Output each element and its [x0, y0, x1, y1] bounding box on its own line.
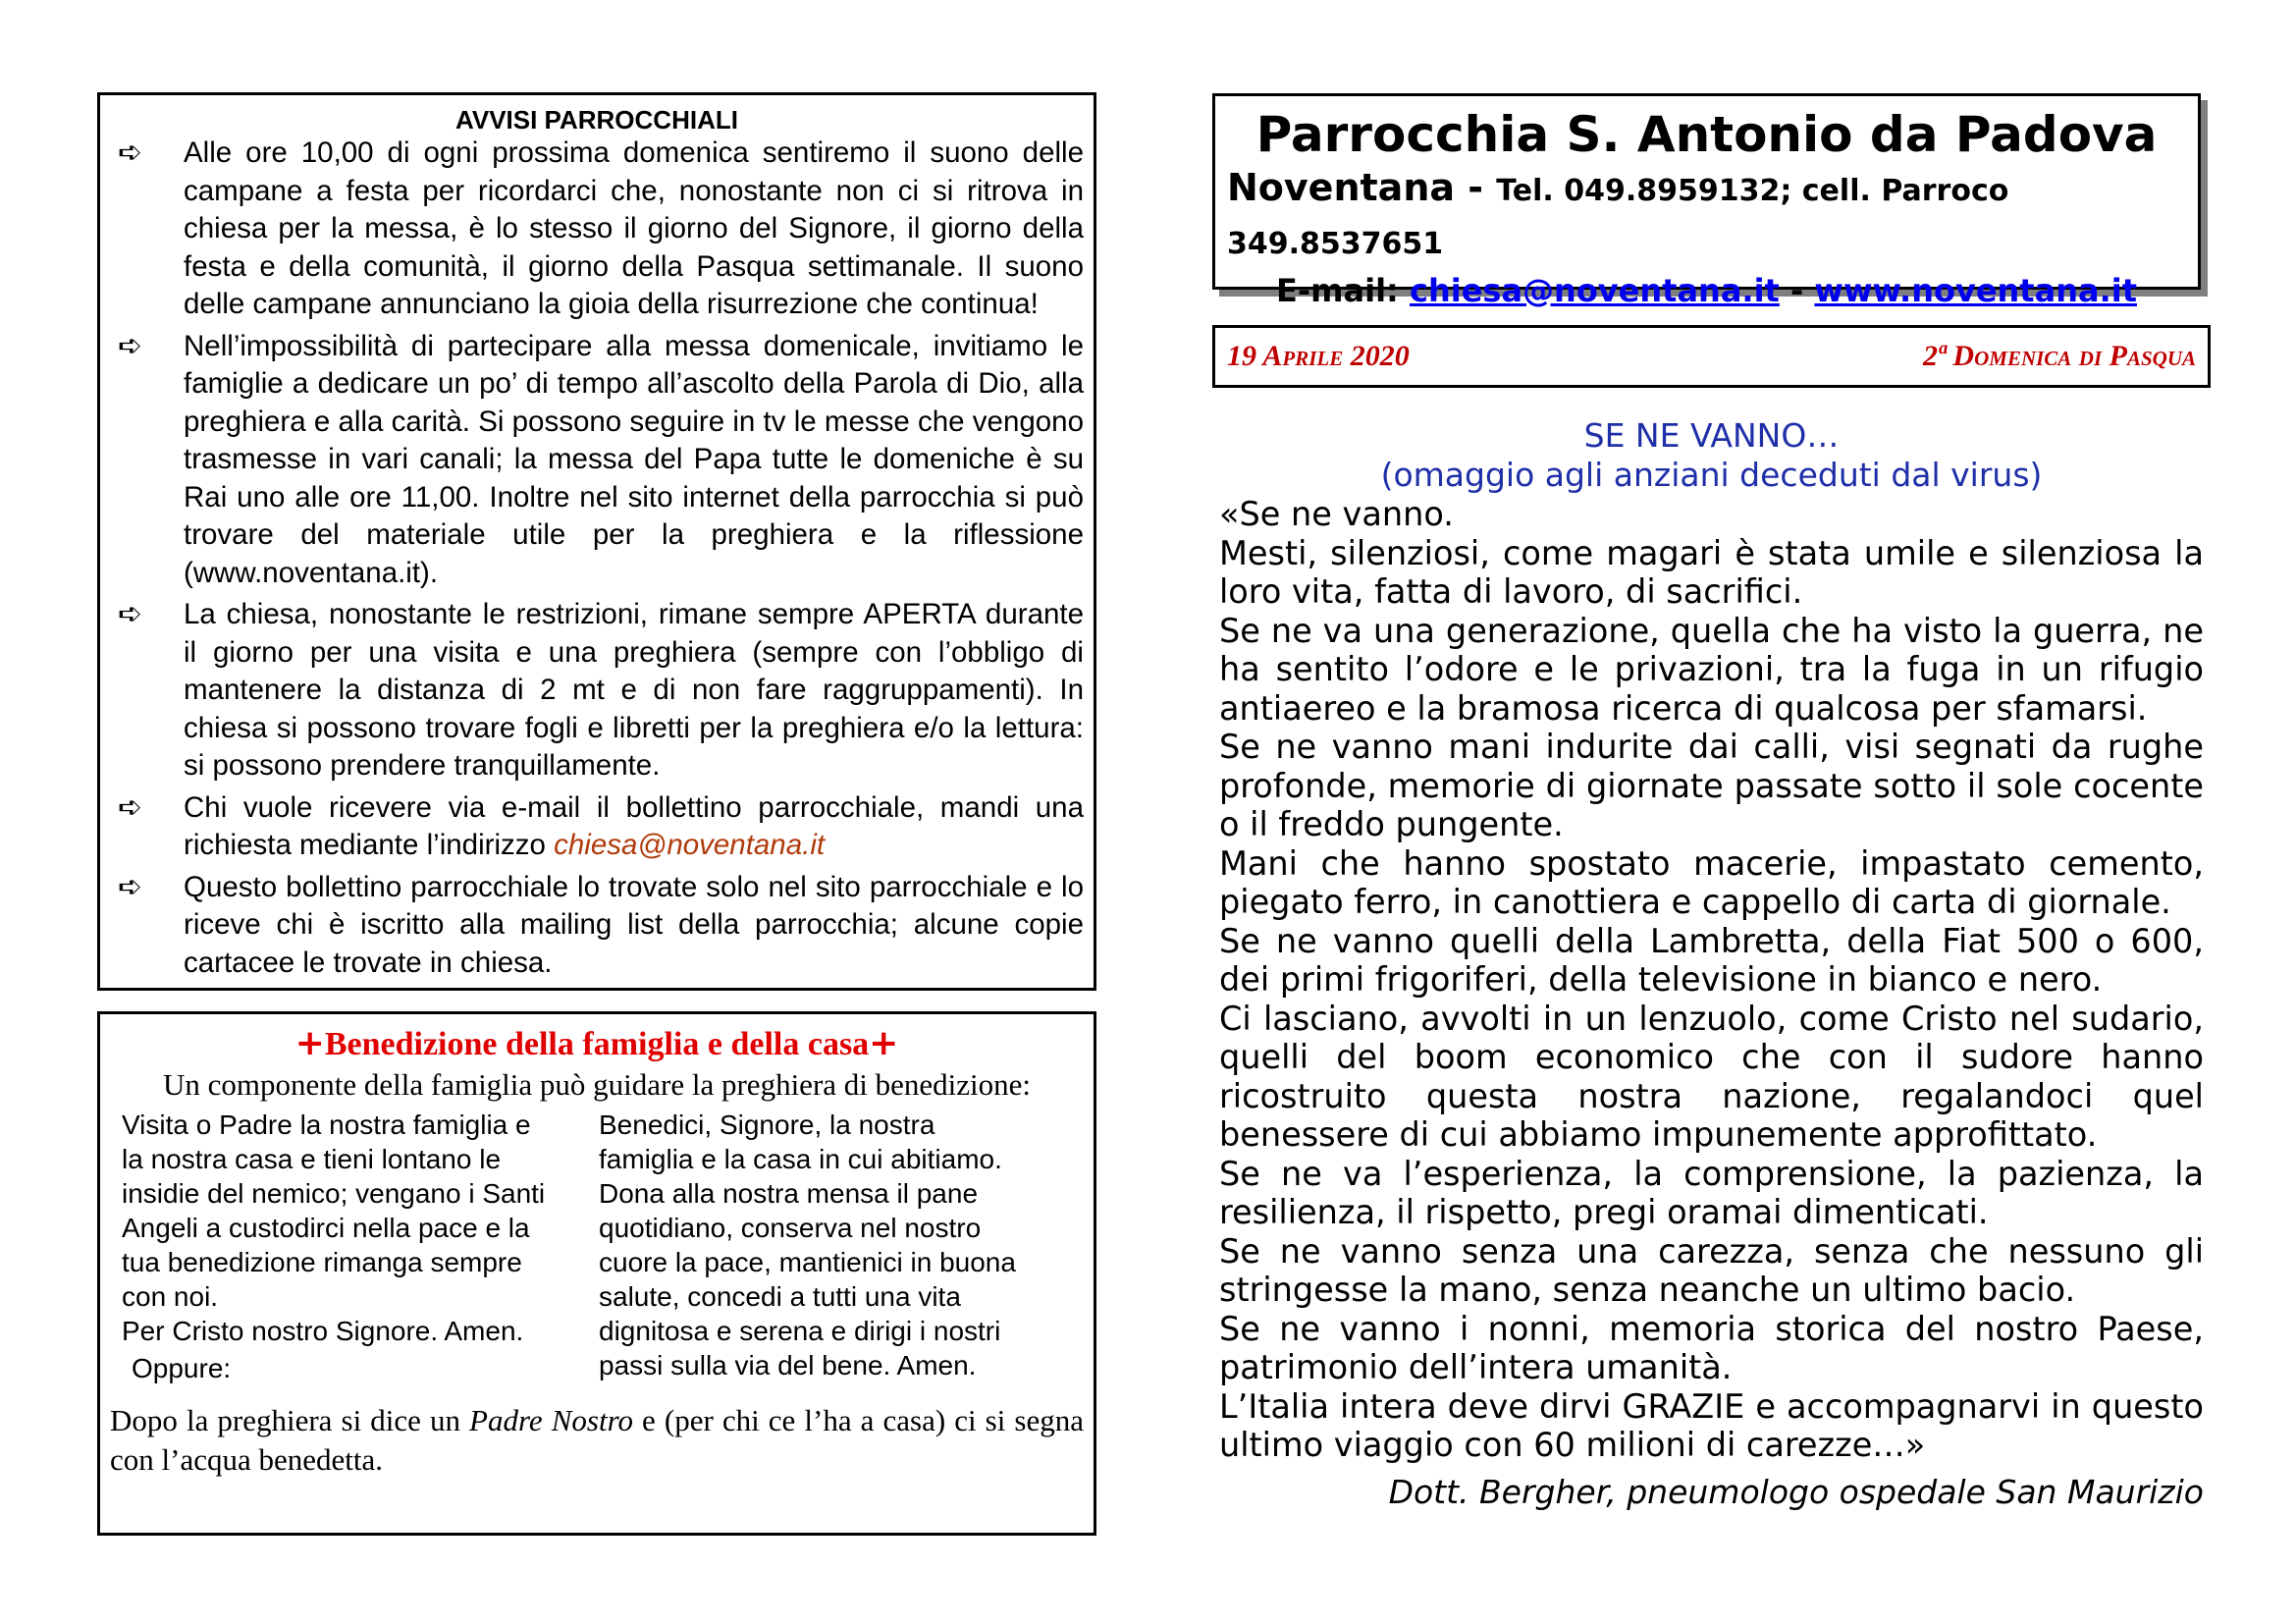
prayer-line: dignitosa e serena e dirigi i nostri [599, 1316, 1001, 1346]
arrow-right-icon: ➪ [118, 597, 143, 631]
prayer-line: cuore la pace, mantienici in buona [599, 1247, 1016, 1277]
avvisi-box [97, 92, 1096, 991]
list-item: ➪ Alle ore 10,00 di ogni prossima domenica sentiremo il suono delle campane a festa per ricordarci che, nonostante non ci si ritrova in chiesa per la messa, è lo stesso il giorno del Signore, il giorno della festa e della comunità, il giorno della Pasqua settimanale. Il suono delle campane annunciano la gioia della risurrezione che continua! [118, 135, 1084, 320]
avvisi-title: AVVISI PARROCCHIALI [455, 105, 738, 135]
parish-contacts: Noventana - Tel. 049.8959132; cell. Parroco 349.8537651 [1227, 166, 2009, 261]
date-bar [1212, 325, 2211, 388]
website-link[interactable]: www.noventana.it [1814, 272, 2137, 309]
list-item: ➪ Questo bollettino parrocchiale lo trovate solo nel sito parrocchiale e lo riceve chi è iscritto alla mailing list della parrocchia; alcune copie cartacee le trovate in chiesa. [118, 869, 1084, 979]
benedizione-box [97, 1011, 1096, 1536]
article-body [1219, 495, 2204, 1465]
parish-email-line: E-mail: chiesa@noventana.it - www.noventana.it [1276, 272, 2137, 309]
prayer-column-1 [122, 1108, 583, 1382]
prayer-line: con noi. [122, 1281, 219, 1312]
list-item: ➪ Nell’impossibilità di partecipare alla messa domenicale, invitiamo le famiglie a dedicare un po’ di tempo all’ascolto della Parola di Dio, alla preghiera e alla carità. Si possono seguire in tv le messe che vengono trasmesse in vari canali; la messa del Papa tutte le domeniche è su Rai uno alle ore 11,00. Inoltre nel sito internet della parrocchia si può trovare del materiale utile per la preghiera e la riflessione (www.noventana.it). [118, 328, 1084, 589]
avvisi-list [110, 135, 1084, 982]
paragraph: Mesti, silenziosi, come magari è stata umile e silenziosa la loro vita, fatta di lavoro, di sacrifici. [1219, 533, 2204, 611]
date-label: 19 Aprile 2020 [1227, 340, 1410, 372]
arrow-right-icon: ➪ [118, 328, 143, 363]
arrow-right-icon: ➪ [118, 135, 143, 170]
cross-icon: + [869, 1023, 899, 1063]
paragraph: Se ne va una generazione, quella che ha visto la guerra, ne ha sentito l’odore e le privazioni, tra la fuga in un rifugio antiaereo e la bramosa ricerca di qualcosa per sfamarsi. [1219, 611, 2204, 728]
paragraph: Ci lasciano, avvolti in un lenzuolo, come Cristo nel sudario, quelli del boom economico che con il sudore hanno ricostruito questa nostra nazione, regalandoci quel benessere di cui abbiamo impunemente approfittato. [1219, 999, 2204, 1154]
article [1219, 416, 2204, 1514]
prayer-line: Benedici, Signore, la nostra [599, 1110, 935, 1140]
prayer-line: tua benedizione rimanga sempre [122, 1247, 522, 1277]
prayer-line: Dona alla nostra mensa il pane [599, 1178, 979, 1209]
list-item: ➪ Chi vuole ricevere via e-mail il bollettino parrocchiale, mandi una richiesta mediante l’indirizzo chiesa@noventana.it [118, 789, 1084, 861]
prayer-line: Angeli a custodirci nella pace e la [122, 1213, 530, 1243]
paragraph: «Se ne vanno. [1219, 495, 1454, 533]
oppure-label: Oppure: [132, 1353, 232, 1383]
parish-header [1212, 93, 2201, 309]
paragraph: Se ne vanno quelli della Lambretta, della Fiat 500 o 600, dei primi frigoriferi, della televisione in bianco e nero. [1219, 921, 2204, 999]
prayer-line: passi sulla via del bene. Amen. [599, 1350, 977, 1380]
benedizione-subtitle: Un componente della famiglia può guidare la preghiera di benedizione: [162, 1067, 1032, 1102]
article-signature: Dott. Bergher, pneumologo ospedale San Maurizio [1388, 1472, 2204, 1511]
paragraph: Se ne vanno i nonni, memoria storica del nostro Paese, patrimonio dell’intera umanità. [1219, 1309, 2204, 1386]
list-item: ➪ La chiesa, nonostante le restrizioni, rimane sempre APERTA durante il giorno per una visita e una preghiera (sempre con l’obbligo di mantenere la distanza di 2 mt e di non fare raggruppamenti). In chiesa si possono trovare fogli e libretti per la preghiera e/o la lettura: si possono prendere tranquillamente. [118, 597, 1084, 782]
prayer-line: la nostra casa e tieni lontano le [122, 1144, 502, 1174]
benedizione-title: +Benedizione della famiglia e della casa+ [294, 1023, 899, 1063]
prayer-line: famiglia e la casa in cui abitiamo. [599, 1144, 1002, 1174]
arrow-right-icon: ➪ [118, 869, 143, 904]
paragraph: Mani che hanno spostato macerie, impastato cemento, piegato ferro, in canottiera e cappello di carta di giornale. [1219, 843, 2204, 921]
email-link[interactable]: chiesa@noventana.it [554, 829, 826, 861]
prayer-line: insidie del nemico; vengano i Santi [122, 1178, 546, 1209]
prayer-line: Visita o Padre la nostra famiglia e [122, 1110, 531, 1140]
article-title: SE NE VANNO… [1583, 416, 1840, 455]
sunday-label: 2ª Domenica di Pasqua [1922, 340, 2196, 372]
paragraph: L’Italia intera deve dirvi GRAZIE e accompagnarvi in questo ultimo viaggio con 60 milioni di carezze…» [1219, 1386, 2204, 1464]
paragraph: Se ne vanno senza una carezza, senza che nessuno gli stringesse la mano, senza neanche un ultimo bacio. [1219, 1231, 2204, 1309]
prayer-line: Per Cristo nostro Signore. Amen. [122, 1316, 524, 1346]
prayer-column-2 [599, 1108, 1060, 1382]
prayer-line: salute, concedi a tutti una vita [599, 1281, 961, 1312]
paragraph: Se ne va l’esperienza, la comprensione, la pazienza, la resilienza, il rispetto, pregi oramai dimenticati. [1219, 1154, 2204, 1231]
paragraph: Se ne vanno mani indurite dai calli, visi segnati da rughe profonde, memorie di giornate passate sotto il sole cocente o il freddo pungente. [1219, 728, 2204, 843]
arrow-right-icon: ➪ [118, 789, 143, 825]
cross-icon: + [294, 1023, 325, 1063]
email-link[interactable]: chiesa@noventana.it [1409, 272, 1780, 309]
prayer-columns [110, 1108, 1084, 1382]
article-subtitle: (omaggio agli anziani deceduti dal virus) [1380, 456, 2043, 494]
benedizione-final: Dopo la preghiera si dice un Padre Nostro e (per chi ce l’ha a casa) ci si segna con l’acqua benedetta. [110, 1403, 1084, 1477]
prayer-line: quotidiano, conserva nel nostro [599, 1213, 982, 1243]
parish-title: Parrocchia S. Antonio da Padova [1255, 106, 2158, 163]
